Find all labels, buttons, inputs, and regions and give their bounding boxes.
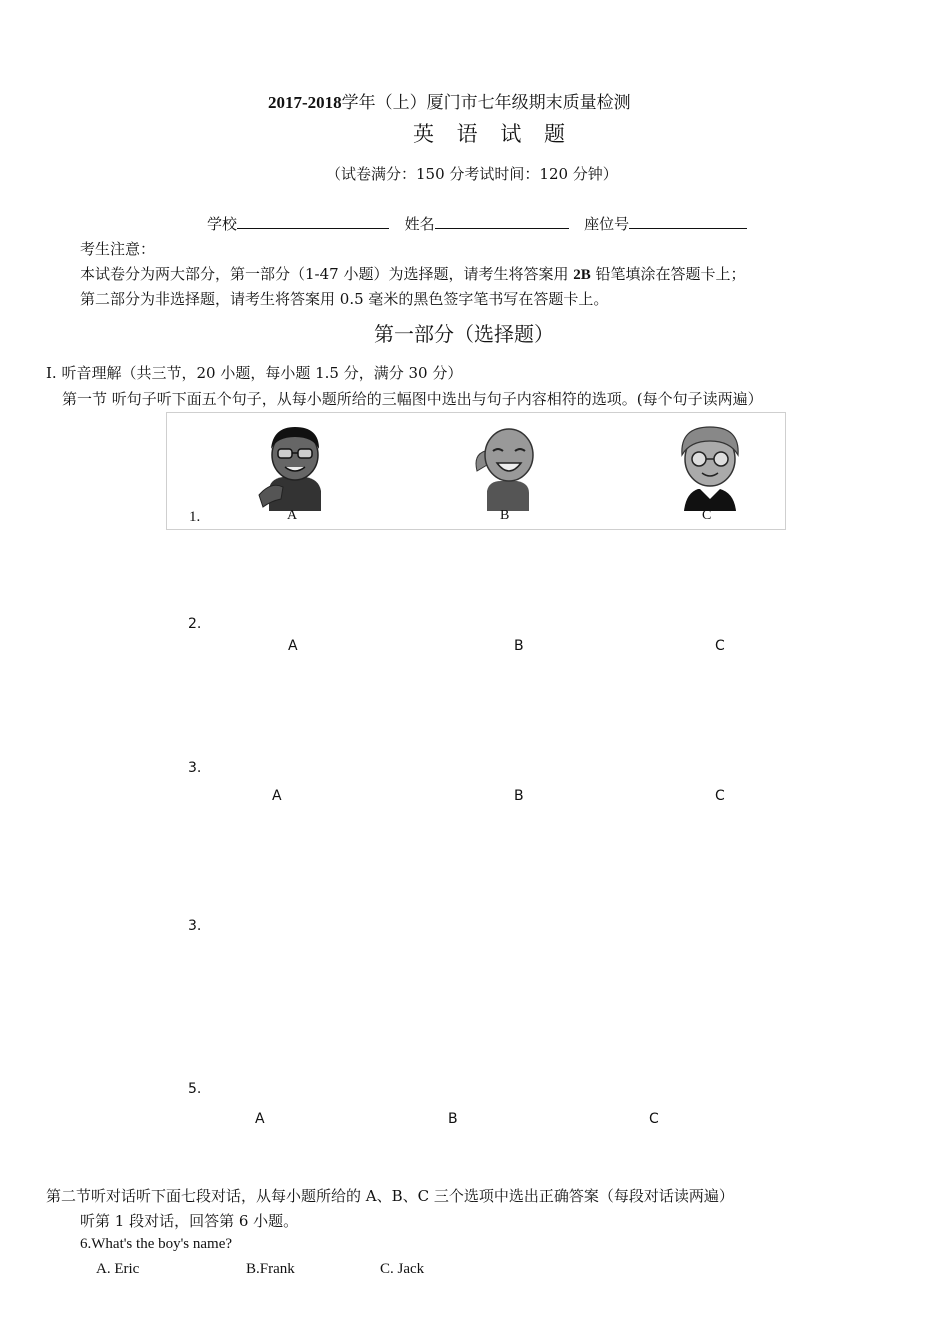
q2-option-b[interactable]: B bbox=[514, 638, 524, 654]
name-blank[interactable] bbox=[435, 213, 569, 229]
section-I-heading: I. 听音理解（共三节，20 小题，每小题 1.5 分，满分 30 分） bbox=[46, 364, 463, 382]
q5-option-b[interactable]: B bbox=[448, 1111, 458, 1127]
school-label: 学校 bbox=[207, 215, 238, 233]
q3a-option-c[interactable]: C bbox=[715, 788, 725, 804]
section1-desc: 第一节 听句子听下面五个句子，从每小题所给的三幅图中选出与句子内容相符的选项。(每个句子读两遍） bbox=[62, 390, 763, 408]
laughing-boy-icon bbox=[463, 421, 553, 513]
q2-number: 2. bbox=[188, 616, 202, 632]
q2-option-c[interactable]: C bbox=[715, 638, 725, 654]
notice-line-1 bbox=[80, 263, 746, 284]
student-fields bbox=[207, 213, 747, 234]
section2-desc: 第二节听对话听下面七段对话，从每小题所给的 A、B、C 三个选项中选出正确答案（每段对话读两遍） bbox=[46, 1187, 734, 1205]
notice-line-1-post: 铅笔填涂在答题卡上； bbox=[590, 265, 746, 283]
q6-option-b[interactable]: B.Frank bbox=[246, 1261, 295, 1277]
notice-line-2: 第二部分为非选择题，请考生将答案用 0.5 毫米的黑色签字笔书写在答题卡上。 bbox=[80, 290, 609, 308]
exam-title bbox=[268, 88, 631, 113]
seat-blank[interactable] bbox=[629, 213, 747, 229]
subject-title: 英 语 试 题 bbox=[413, 122, 574, 146]
grandmother-icon bbox=[664, 421, 754, 513]
q3b-number: 3. bbox=[188, 918, 202, 934]
q3a-option-a[interactable]: A bbox=[272, 788, 282, 804]
q5-number: 5. bbox=[188, 1081, 202, 1097]
q5-option-a[interactable]: A bbox=[255, 1111, 265, 1127]
notice-line-1-bold: 2B bbox=[573, 267, 591, 283]
notice-heading: 考生注意： bbox=[80, 240, 156, 258]
exam-info: （试卷满分：150 分考试时间：120 分钟） bbox=[326, 165, 618, 183]
q6-question: 6.What's the boy's name? bbox=[80, 1236, 233, 1252]
exam-year: 2017-2018 bbox=[268, 93, 342, 112]
notice-line-1-pre: 本试卷分为两大部分，第一部分（1-47 小题）为选择题，请考生将答案用 bbox=[80, 265, 574, 283]
name-label: 姓名 bbox=[404, 215, 435, 233]
part1-title: 第一部分（选择题） bbox=[374, 322, 554, 346]
school-blank[interactable] bbox=[237, 213, 389, 229]
q5-option-c[interactable]: C bbox=[649, 1111, 659, 1127]
q1-option-b[interactable]: B bbox=[500, 508, 510, 523]
q3a-option-b[interactable]: B bbox=[514, 788, 524, 804]
q1-number: 1. bbox=[189, 509, 201, 525]
q1-option-c[interactable]: C bbox=[702, 508, 712, 523]
q6-option-c[interactable]: C. Jack bbox=[380, 1261, 425, 1277]
q2-option-a[interactable]: A bbox=[288, 638, 298, 654]
man-with-glasses-icon bbox=[249, 421, 339, 513]
q1-picture-box bbox=[166, 412, 786, 530]
q1-option-a[interactable]: A bbox=[287, 508, 298, 523]
exam-title-rest: 学年（上）厦门市七年级期末质量检测 bbox=[341, 93, 631, 112]
seat-label: 座位号 bbox=[584, 215, 630, 233]
dialog1-instruction: 听第 1 段对话，回答第 6 小题。 bbox=[80, 1212, 299, 1230]
q3a-number: 3. bbox=[188, 760, 202, 776]
q6-option-a[interactable]: A. Eric bbox=[96, 1261, 140, 1277]
